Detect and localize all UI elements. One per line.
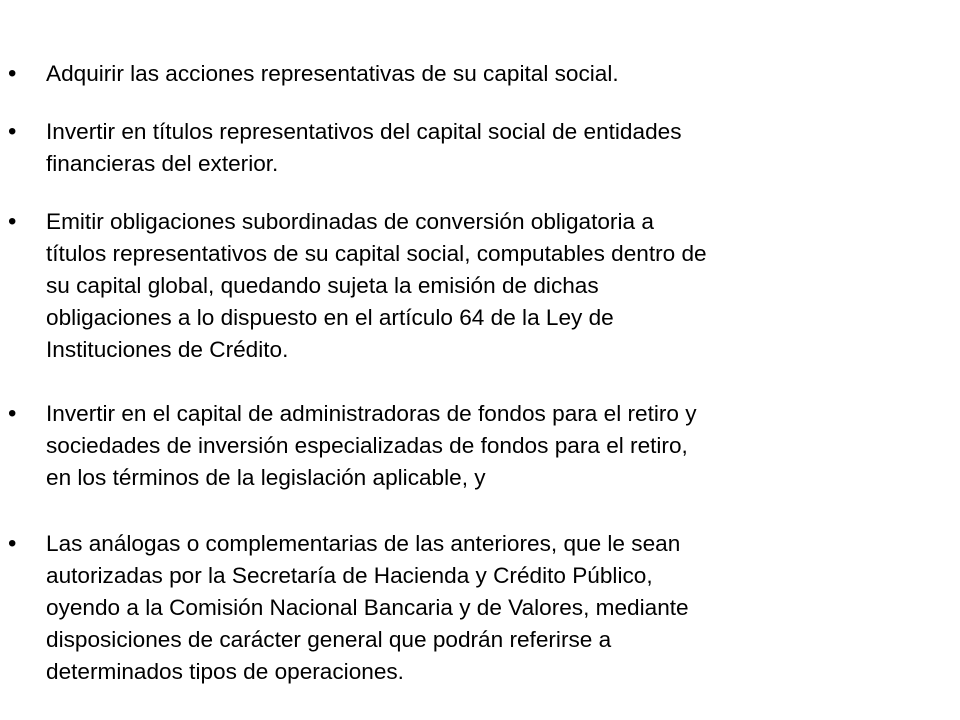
- bullet-icon: •: [8, 118, 17, 145]
- list-item-text: Invertir en títulos representativos del capital social de entidades financieras del exterior.: [46, 119, 682, 176]
- bullet-icon: •: [8, 208, 17, 235]
- bullet-icon: •: [8, 60, 17, 87]
- list-item-text: Adquirir las acciones representativas de su capital social.: [46, 61, 619, 86]
- list-item-text: Invertir en el capital de administradoras de fondos para el retiro y sociedades de inversión especializadas de fondos para el retiro, en los términos de la legislación aplicable, y: [46, 401, 697, 490]
- bullet-icon: •: [8, 400, 17, 427]
- list-item-text: Las análogas o complementarias de las anteriores, que le sean autorizadas por la Secretaría de Hacienda y Crédito Público, oyendo a la Comisión Nacional Bancaria y de Valores, mediante disposiciones de carácter general que podrán referirse a determinados tipos de operaciones.: [46, 531, 689, 684]
- list-item-text: Emitir obligaciones subordinadas de conversión obligatoria a títulos representativos de su capital social, computables dentro de su capital global, quedando sujeta la emisión de dichas obligaciones a lo dispuesto en el artículo 64 de la Ley de Instituciones de Crédito.: [46, 209, 707, 362]
- bullet-icon: •: [8, 530, 17, 557]
